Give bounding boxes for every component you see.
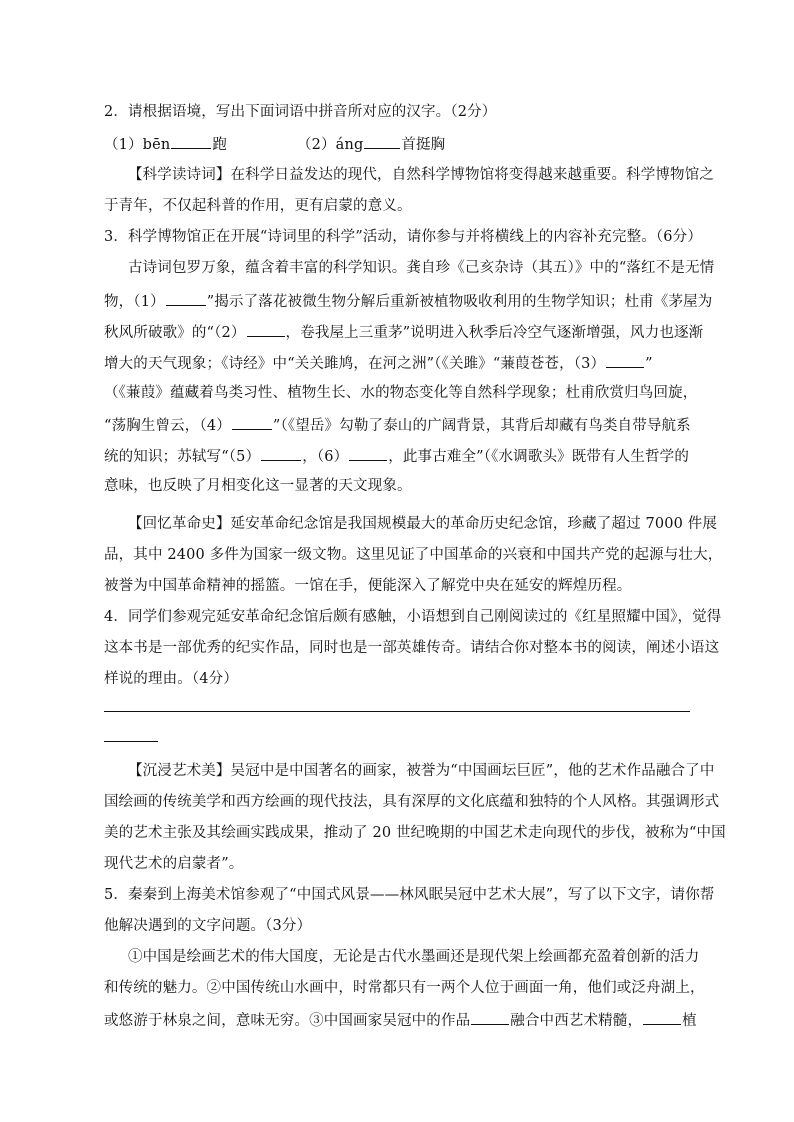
q5-p2: 和传统的魅力。②中国传统山水画中，时常都只有一两个人位于画面一角，他们或泛舟湖上，: [104, 980, 705, 996]
q3-p2-text-a: 物，（1）: [104, 294, 165, 310]
q3-p4-text-a: 增大的天气现象；《诗经》中“关关雎鸠，在河之洲”（《关雎》“蒹葭苍苍，（3）: [104, 356, 606, 372]
revolution-intro-line1: 【回忆革命史】延安革命纪念馆是我国规模最大的革命历史纪念馆，珍藏了超过 7000 件展: [128, 516, 718, 532]
q4-line3: 样说的理由。（4分）: [104, 671, 238, 687]
science-intro-line1: 【科学读诗词】在科学日益发达的现代，自然科学博物馆将变得越来越重要。科学博物馆之: [128, 167, 714, 183]
q3-title: 3．科学博物馆正在开展“诗词里的科学”活动，请你参与并将横线上的内容补充完整。（6分）: [104, 229, 702, 245]
q3-p2-text-b: ”揭示了落花被微生物分解后重新被植物吸收利用的生物学知识；杜甫《茅屋为: [206, 294, 713, 310]
q2-items: [104, 133, 704, 155]
q3-p6-text-a: “荡胸生曾云，（4）: [104, 418, 231, 434]
q2-item1-prefix: （1）bēn: [104, 137, 171, 153]
q3-p7-text-a: 统的知识；苏轼写“（5）: [104, 449, 261, 465]
q3-blank-6[interactable]: [349, 445, 387, 461]
q3-blank-4[interactable]: [232, 414, 272, 430]
q3-p7: [104, 445, 704, 467]
q3-blank-2[interactable]: [247, 321, 285, 337]
q3-p4: [104, 352, 704, 374]
q4-line1: 4．同学们参观完延安革命纪念馆后颇有感触，小语想到自己刚阅读过的《红星照耀中国》，觉得: [104, 609, 722, 625]
q3-blank-1[interactable]: [166, 290, 206, 306]
q3-blank-3[interactable]: [606, 352, 644, 368]
q5-blank-1[interactable]: [471, 1009, 509, 1025]
q5-p3: [104, 1009, 704, 1031]
q3-p5: （《蒹葭》蕴藏着鸟类习性、植物生长、水的物态变化等自然科学现象；杜甫欣赏归鸟回旋，: [104, 385, 698, 401]
q3-p6: [104, 414, 704, 436]
q5-line1: 5．秦秦到上海美术馆参观了“中国式风景——林风眠吴冠中艺术大展”，写了以下文字，请你帮: [104, 887, 715, 903]
q5-p3-text-b: 融合中西艺术精髓，: [510, 1013, 643, 1029]
q3-p3-text-a: 秋风所破歌》的“（2）: [104, 325, 246, 341]
art-intro-line4: 现代艺术的启蒙者”。: [104, 856, 244, 872]
q2-item2-prefix: （2）áng: [296, 137, 364, 153]
q5-line2: 他解决遇到的文字问题。（3分）: [104, 918, 312, 934]
q2-title: 2．请根据语境，写出下面词语中拼音所对应的汉字。（2分）: [104, 104, 497, 120]
revolution-intro-line2: 品，其中 2400 多件为国家一级文物。这里见证了中国革命的兴衰和中国共产党的起源与壮大，: [104, 547, 723, 563]
q3-p3-text-b: ，卷我屋上三重茅”说明进入秋季后冷空气逐渐增强，风力也逐渐: [285, 325, 704, 341]
q3-blank-5[interactable]: [261, 445, 301, 461]
q2-item2-suffix: 首挺胸: [401, 137, 446, 153]
art-intro-line3: 美的艺术主张及其绘画实践成果，推动了 20 世纪晚期的中国艺术走向现代的步伐，被称为“中国: [104, 825, 726, 841]
revolution-intro-line3: 被誉为中国革命精神的摇篮。一馆在手，便能深入了解党中央在延安的辉煌历程。: [104, 578, 632, 594]
art-intro-line1: 【沉浸艺术美】吴冠中是中国著名的画家，被誉为“中国画坛巨匠”，他的艺术作品融合了中: [128, 763, 715, 779]
q3-p2: [104, 290, 713, 312]
q4-answer-line[interactable]: [104, 711, 690, 712]
q2-item2-blank[interactable]: [364, 133, 400, 149]
q3-p8: 意味，也反映了月相变化这一显著的天文现象。: [104, 478, 412, 494]
q2-item1-blank[interactable]: [171, 133, 211, 149]
q3-p3: [104, 321, 704, 343]
q5-p3-text-a: 或悠游于林泉之间，意味无穷。③中国画家吴冠中的作品: [104, 1013, 471, 1029]
q2-item1-suffix: 跑: [212, 137, 227, 153]
q4-line2: 这本书是一部优秀的纪实作品，同时也是一部英雄传奇。请结合你对整本书的阅读，阐述小语这: [104, 640, 720, 656]
q4-answer-line-end[interactable]: [104, 741, 158, 742]
q5-p3-text-c: 植: [682, 1013, 697, 1029]
science-intro-line2: 于青年，不仅起科普的作用，更有启蒙的意义。: [104, 198, 412, 214]
q3-p1: 古诗词包罗万象，蕴含着丰富的科学知识。龚自珍《己亥杂诗（其五）》中的“落红不是无情: [128, 260, 715, 276]
q3-p7-text-c: ，此事古难全”（《水调歌头》既带有人生哲学的: [388, 449, 689, 465]
q3-p6-text-b: ”（《望岳》勾勒了泰山的广阔背景，其背后却藏有鸟类自带导航系: [272, 418, 691, 434]
q3-p7-text-b: ，（6）: [302, 449, 349, 465]
q5-p1: ①中国是绘画艺术的伟大国度，无论是古代水墨画还是现代架上绘画都充盈着创新的活力: [128, 949, 700, 965]
art-intro-line2: 国绘画的传统美学和西方绘画的现代技法，具有深厚的文化底蕴和独特的个人风格。其强调形式: [104, 794, 720, 810]
q3-p4-text-b: ”: [645, 356, 653, 372]
q5-blank-2[interactable]: [643, 1009, 681, 1025]
